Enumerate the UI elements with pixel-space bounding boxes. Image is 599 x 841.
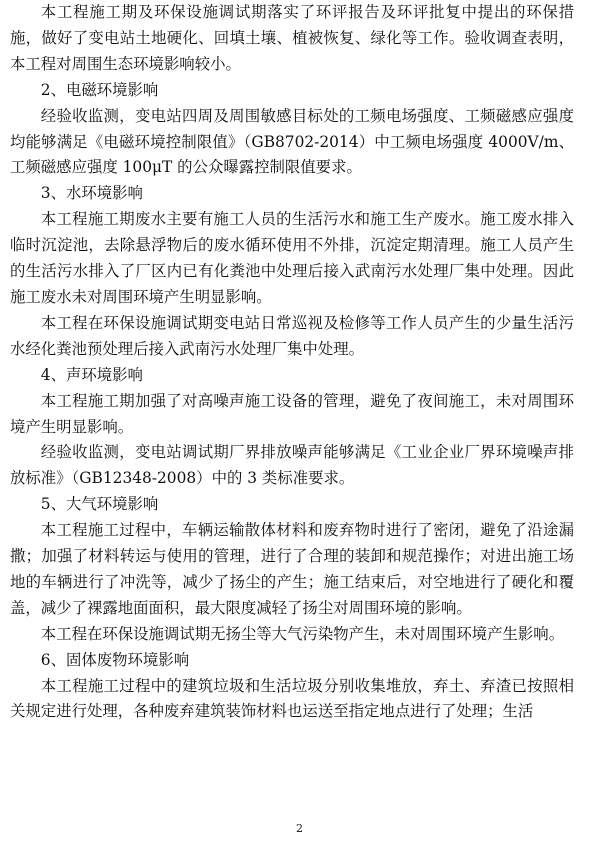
paragraph-noise-monitoring: 经验收监测，变电站调试期厂界排放噪声能够满足《工业企业厂界环境噪声排放标准》（GB12348-2008）中的 3 类标准要求。	[10, 443, 574, 488]
paragraph-noise-construction: 本工程施工期加强了对高噪声施工设备的管理，避免了夜间施工，未对周围环境产生明显影响。	[10, 391, 574, 436]
section-heading-water: 3、水环境影响	[40, 184, 143, 203]
section-heading-noise: 4、声环境影响	[40, 365, 143, 384]
paragraph-water-commissioning: 本工程在环保设施调试期变电站日常巡视及检修等工作人员产生的少量生活污水经化粪池预处理后接入武南污水处理厂集中处理。	[10, 313, 574, 358]
paragraph-solid-waste: 本工程施工过程中的建筑垃圾和生活垃圾分别收集堆放，弃土、弃渣已按照相关规定进行处理，各种废弃建筑装饰材料也运送至指定地点进行了处理；生活	[10, 676, 574, 721]
paragraph-ecology-summary: 本工程施工期及环保设施调试期落实了环评报告及环评批复中提出的环保措施，做好了变电站土地硬化、回填土壤、植被恢复、绿化等工作。验收调查表明，本工程对周围生态环境影响较小。	[10, 3, 574, 73]
section-heading-solid-waste: 6、固体废物环境影响	[40, 650, 190, 669]
section-heading-electromagnetic: 2、电磁环境影响	[40, 80, 159, 99]
paragraph-electromagnetic-monitoring: 经验收监测，变电站四周及周围敏感目标处的工频电场强度、工频磁感应强度均能够满足《电磁环境控制限值》（GB8702-2014）中工频电场强度 4000V/m、工频磁感应强度 100μT 的公众曝露控制限值要求。	[10, 106, 574, 177]
section-heading-air: 5、大气环境影响	[40, 495, 159, 514]
paragraph-air-construction: 本工程施工过程中，车辆运输散体材料和废弃物时进行了密闭，避免了沿途漏撒；加强了材料转运与使用的管理，进行了合理的装卸和规范操作；对进出施工场地的车辆进行了冲洗等，减少了扬尘的产生；施工结束后，对空地进行了硬化和覆盖，减少了裸露地面面积，最大限度减轻了扬尘对周围环境的影响。	[10, 521, 574, 617]
document-body	[10, 0, 574, 725]
paragraph-water-construction: 本工程施工期废水主要有施工人员的生活污水和施工生产废水。施工废水排入临时沉淀池，去除悬浮物后的废水循环使用不外排，沉淀定期清理。施工人员产生的生活污水排入了厂区内已有化粪池中处理后接入武南污水处理厂集中处理。因此施工废水未对周围环境产生明显影响。	[10, 210, 574, 306]
page-number: 2	[296, 822, 303, 835]
paragraph-air-commissioning: 本工程在环保设施调试期无扬尘等大气污染物产生，未对周围环境产生影响。	[40, 624, 565, 643]
